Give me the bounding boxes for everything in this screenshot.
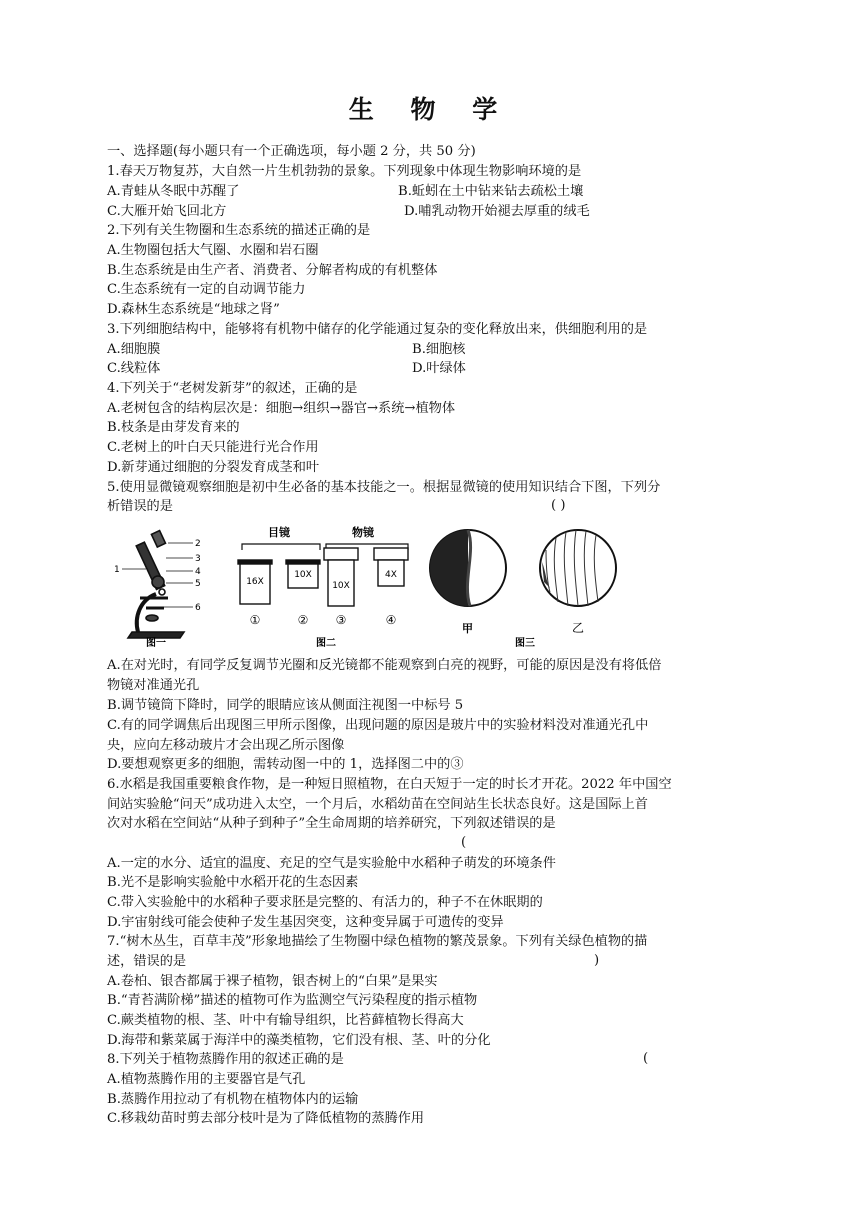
eyepiece-label: 目镜: [268, 526, 290, 539]
question-8-answer-paren: (: [643, 1051, 649, 1066]
part-label-6: 6: [195, 603, 201, 613]
question-6-stem-line1: 6.水稻是我国重要粮食作物，是一种短日照植物，在白天短于一定的时长才开花。2022 年中国空: [107, 777, 672, 792]
section-heading: 一、选择题(每小题只有一个正确选项，每小题 2 分，共 50 分): [107, 144, 476, 159]
question-5-option-a-line1: A.在对光时，有同学反复调节光圈和反光镜都不能观察到白亮的视野，可能的原因是没有将低倍: [107, 658, 662, 673]
question-5-answer-paren: ( ): [551, 498, 566, 513]
question-3-option-d: D.叶绿体: [412, 361, 466, 376]
question-1-option-b: B.蚯蚓在土中钻来钻去疏松土壤: [398, 184, 584, 199]
question-6-option-d: D.宇宙射线可能会使种子发生基因突变，这种变异属于可遗传的变异: [107, 915, 504, 930]
view-yi-label: 乙: [572, 621, 585, 635]
microscope-figure: [110, 522, 630, 650]
lens-4-mag: 4X: [385, 570, 397, 580]
question-1-stem: 1.春天万物复苏，大自然一片生机勃勃的景象。下列现象中体现生物影响环境的是: [107, 164, 582, 179]
question-7-option-d: D.海带和紫菜属于海洋中的藻类植物，它们没有根、茎、叶的分化: [107, 1033, 491, 1048]
view-yi: [540, 530, 616, 606]
question-8-option-a: A.植物蒸腾作用的主要器官是气孔: [107, 1072, 306, 1087]
question-4-option-d: D.新芽通过细胞的分裂发育成茎和叶: [107, 460, 320, 475]
lens-4-number: ④: [385, 613, 397, 627]
lens-1-number: ①: [249, 613, 261, 627]
question-3-option-b: B.细胞核: [412, 342, 466, 357]
question-5-option-c-line1: C.有的同学调焦后出现图三甲所示图像，出现问题的原因是玻片中的实验材料没对准通光孔中: [107, 718, 649, 733]
question-4-option-a: A.老树包含的结构层次是：细胞→组织→器官→系统→植物体: [107, 401, 456, 416]
lens-3-number: ③: [335, 613, 347, 627]
part-label-2: 2: [195, 539, 201, 549]
question-1-option-c: C.大雁开始飞回北方: [107, 204, 227, 219]
question-7-option-a: A.卷柏、银杏都属于裸子植物，银杏树上的“白果”是果实: [107, 974, 438, 989]
question-6-option-a: A.一定的水分、适宜的温度、充足的空气是实验舱中水稻种子萌发的环境条件: [107, 856, 556, 871]
figure-1-caption: 图一: [146, 638, 166, 649]
part-label-3: 3: [195, 554, 201, 564]
question-6-stem-line2: 间站实验舱“问天”成功进入太空，一个月后，水稻幼苗在空间站生长状态良好。这是国际上首: [107, 797, 648, 812]
lens-2-number: ②: [297, 613, 309, 627]
lens-2-mag: 10X: [294, 570, 312, 580]
question-5-option-a-line2: 物镜对准通光孔: [107, 678, 200, 693]
question-3-option-a: A.细胞膜: [107, 342, 161, 357]
question-3-option-c: C.线粒体: [107, 361, 161, 376]
question-5-option-b: B.调节镜筒下降时，同学的眼睛应该从侧面注视图一中标号 5: [107, 698, 464, 713]
lens-3-mag: 10X: [332, 581, 350, 591]
question-2-option-c: C.生态系统有一定的自动调节能力: [107, 282, 306, 297]
part-label-4: 4: [195, 567, 201, 577]
question-6-option-b: B.光不是影响实验舱中水稻开花的生态因素: [107, 875, 359, 890]
microscope-illustration: [128, 531, 184, 638]
part-label-1: 1: [114, 565, 120, 575]
question-5-stem-line1: 5.使用显微镜观察细胞是初中生必备的基本技能之一。根据显微镜的使用知识结合下图，下列分: [107, 480, 661, 495]
page-title: 生 物 学: [348, 95, 512, 124]
figure-2-caption: 图二: [316, 638, 336, 649]
question-3-stem: 3.下列细胞结构中，能够将有机物中储存的化学能通过复杂的变化释放出来，供细胞利用的是: [107, 322, 648, 337]
question-5-option-d: D.要想观察更多的细胞，需转动图一中的 1，选择图二中的③: [107, 757, 464, 772]
question-2-option-b: B.生态系统是由生产者、消费者、分解者构成的有机整体: [107, 263, 438, 278]
lens-1-mag: 16X: [246, 577, 264, 587]
question-5-option-c-line2: 央，应向左移动玻片才会出现乙所示图像: [107, 738, 345, 753]
question-2-stem: 2.下列有关生物圈和生态系统的描述正确的是: [107, 223, 371, 238]
question-7-stem-line1: 7.“树木丛生，百草丰茂”形象地描绘了生物圈中绿色植物的繁茂景象。下列有关绿色植物的描: [107, 934, 648, 949]
question-6-option-c: C.带入实验舱中的水稻种子要求胚是完整的、有活力的，种子不在休眠期的: [107, 895, 543, 910]
question-4-stem: 4.下列关于“老树发新芽”的叙述，正确的是: [107, 381, 358, 396]
figure-3-caption: 图三: [515, 638, 535, 649]
question-8-option-c: C.移栽幼苗时剪去部分枝叶是为了降低植物的蒸腾作用: [107, 1111, 425, 1126]
question-7-option-c: C.蕨类植物的根、茎、叶中有输导组织，比苔藓植物长得高大: [107, 1013, 464, 1028]
view-jia: [430, 530, 506, 606]
question-7-stem-line2: 述，错误的是: [107, 954, 187, 969]
objective-label: 物镜: [352, 526, 374, 539]
question-7-option-b: B.“青苔满阶梯”描述的植物可作为监测空气污染程度的指示植物: [107, 993, 478, 1008]
question-7-answer-paren: ): [594, 953, 600, 968]
question-6-stem-line3: 次对水稻在空间站“从种子到种子”全生命周期的培养研究，下列叙述错误的是: [107, 816, 556, 831]
part-label-5: 5: [195, 579, 201, 589]
question-5-stem-line2: 析错误的是: [107, 499, 173, 514]
question-4-option-b: B.枝条是由芽发育来的: [107, 420, 240, 435]
question-8-stem: 8.下列关于植物蒸腾作用的叙述正确的是: [107, 1052, 344, 1067]
question-2-option-a: A.生物圈包括大气圈、水圈和岩石圈: [107, 243, 319, 258]
question-4-option-c: C.老树上的叶白天只能进行光合作用: [107, 440, 319, 455]
question-2-option-d: D.森林生态系统是“地球之肾”: [107, 302, 280, 317]
question-1-option-d: D.哺乳动物开始褪去厚重的绒毛: [404, 204, 590, 219]
question-8-option-b: B.蒸腾作用拉动了有机物在植物体内的运输: [107, 1092, 359, 1107]
view-jia-label: 甲: [462, 622, 473, 635]
question-1-option-a: A.青蛙从冬眠中苏醒了: [107, 184, 240, 199]
question-6-answer-paren: (: [461, 835, 467, 850]
